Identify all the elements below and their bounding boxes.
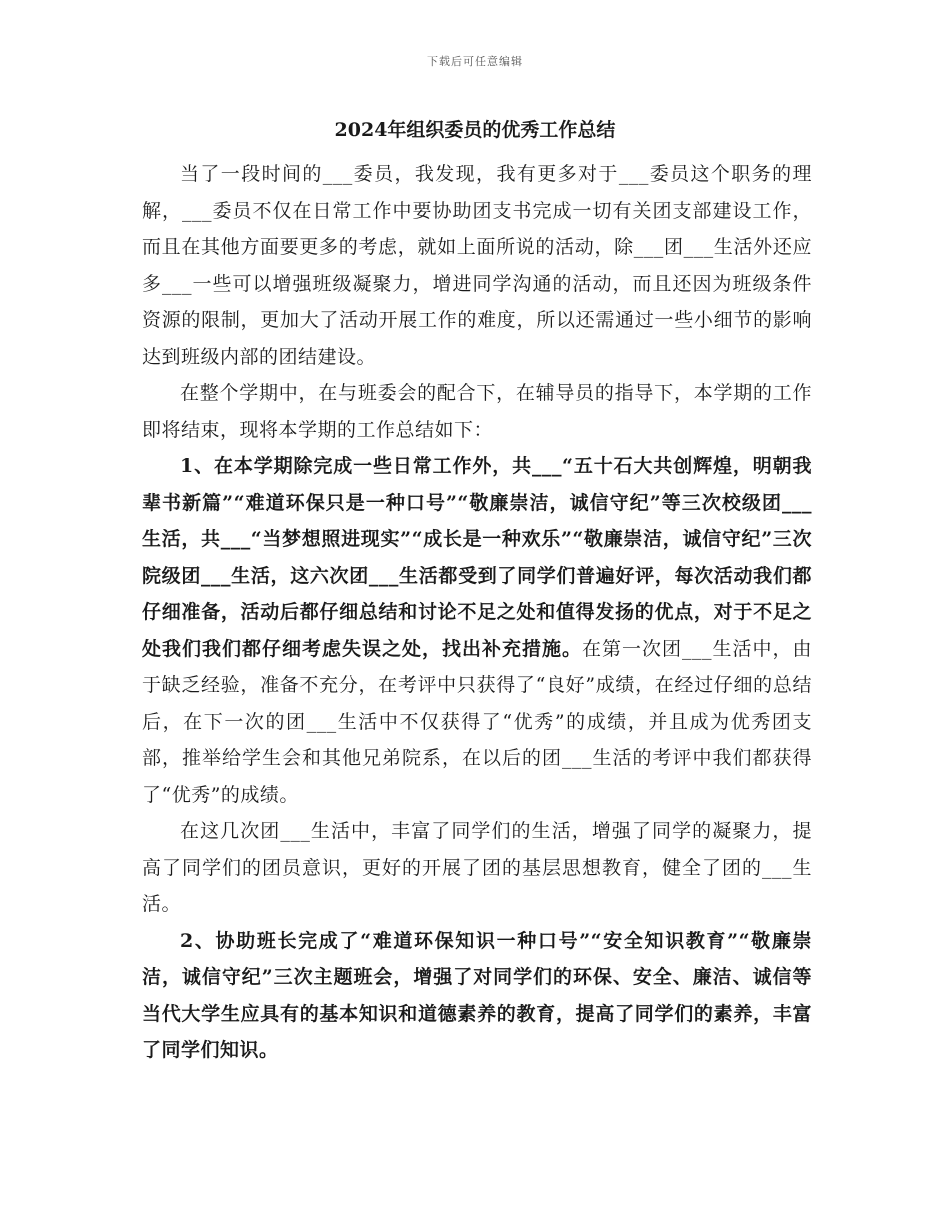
document-title: 2024年组织委员的优秀工作总结 (334, 119, 616, 141)
document-body (142, 156, 812, 1069)
paragraph-intro: 当了一段时间的___委员，我发现，我有更多对于___委员这个职务的理解，___委员不仅在日常工作中要协助团支书完成一切有关团支部建设工作，而且在其他方面要更多的考虑，就如上面所说的活动，除___团___生活外还应多___一些可以增强班级凝聚力，增进同学沟通的活动，而且还因为班级条件资源的限制，更加大了活动开展工作的难度，所以还需通过一些小细节的影响达到班级内部的团结建设。 (142, 163, 812, 368)
page-header-note: 下载后可任意编辑 (427, 55, 523, 68)
paragraph-result: 在这几次团___生活中，丰富了同学们的生活，增强了同学的凝聚力，提高了同学们的团员意识，更好的开展了团的基层思想教育，健全了团的___生活。 (142, 820, 812, 915)
paragraph-item-2: 2、协助班长完成了“难道环保知识一种口号”“安全知识教育”“敬廉崇洁，诚信守纪”三次主题班会，增强了对同学们的环保、安全、廉洁、诚信等当代大学生应具有的基本知识和道德素养的教育，提高了同学们的素养，丰富了同学们知识。 (142, 929, 812, 1061)
paragraph-item-1-bold: 1、在本学期除完成一些日常工作外，共___“五十石大共创辉煌，明朝我辈书新篇”“难道环保只是一种口号”“敬廉崇洁，诚信守纪”等三次校级团___生活，共___“当梦想照进现实”“成长是一种欢乐”“敬廉崇洁，诚信守纪”三次院级团___生活，这六次团___生活都受到了同学们普遍好评，每次活动我们都仔细准备，活动后都仔细总结和讨论不足之处和值得发扬的优点，对于不足之处我们我们都仔细考虑失误之处，找出补充措施。 (142, 455, 812, 660)
paragraph-overview: 在整个学期中，在与班委会的配合下，在辅导员的指导下，本学期的工作即将结束，现将本学期的工作总结如下： (142, 382, 812, 441)
paragraph-item-1 (142, 448, 812, 813)
paragraph-item-1-normal: 在第一次团___生活中，由于缺乏经验，准备不充分，在考评中只获得了“良好”成绩，在经过仔细的总结后，在下一次的团___生活中不仅获得了“优秀”的成绩，并且成为优秀团支部，推举给学生会和其他兄弟院系，在以后的团___生活的考评中我们都获得了“优秀”的成绩。 (142, 637, 812, 806)
